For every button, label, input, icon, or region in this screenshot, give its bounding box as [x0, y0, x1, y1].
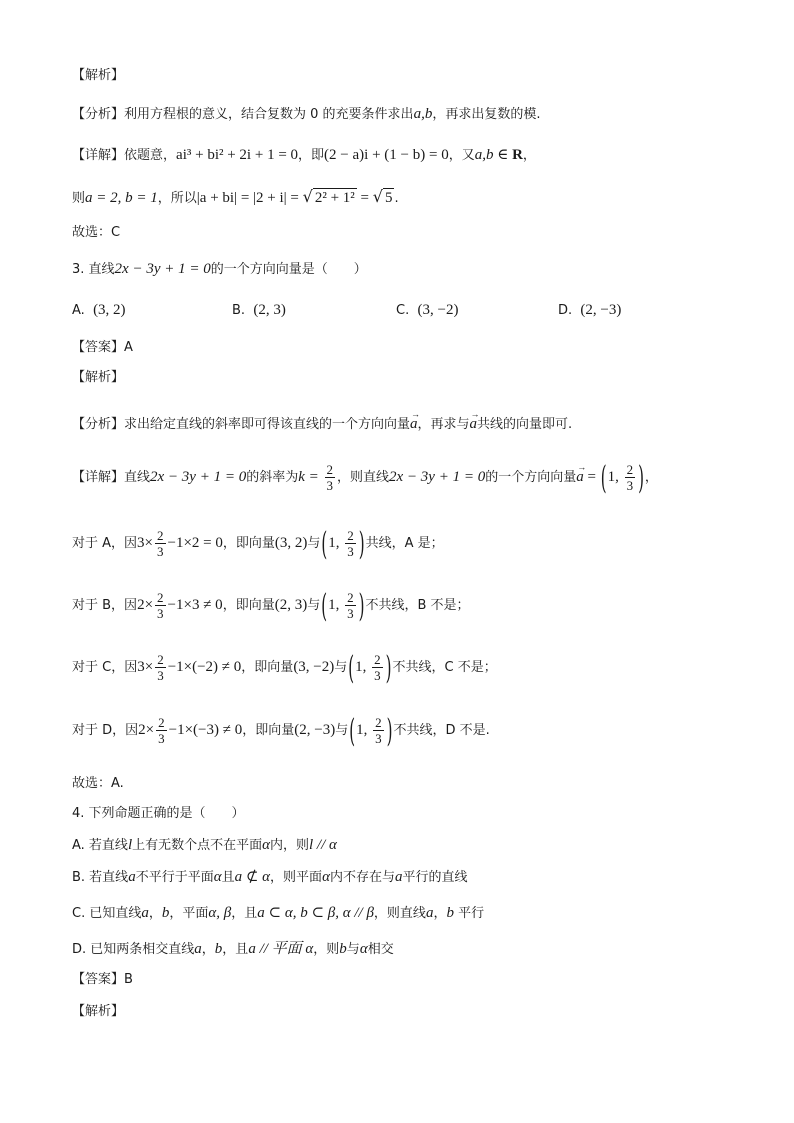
text: 与 — [307, 598, 321, 613]
option-label: D. — [558, 303, 573, 318]
text: ，则直线 — [373, 906, 426, 921]
numerator: 2 — [157, 528, 164, 543]
text: ，则直线 — [337, 470, 390, 485]
text: 不共线，D 不是. — [393, 723, 490, 738]
math: a — [394, 869, 403, 885]
fraction — [156, 715, 167, 746]
q3-stem — [72, 259, 367, 280]
denominator: 3 — [347, 544, 354, 559]
math: −1×(−3) ≠ 0 — [168, 722, 243, 738]
q4-option-a — [72, 835, 337, 856]
option-label: B. — [232, 303, 246, 318]
numerator: 2 — [626, 462, 634, 477]
fraction — [155, 528, 166, 559]
text: 与 — [334, 660, 348, 675]
text: 4. 下列命题正确的是（ ） — [72, 806, 245, 821]
q2-detail — [72, 145, 536, 166]
text: D. 已知两条相交直线 — [72, 942, 195, 957]
option-label: C. — [396, 303, 410, 318]
paren-right: ) — [638, 458, 644, 497]
text: 相交 — [367, 942, 394, 957]
fraction — [372, 652, 383, 683]
denominator: 3 — [374, 668, 381, 683]
math: a ⊄ α — [234, 869, 271, 885]
math: (2, −3) — [294, 722, 336, 738]
label: 故选： — [72, 776, 112, 791]
jiexi-heading-q2 — [72, 66, 124, 86]
answer: B — [124, 972, 133, 987]
option-value: (2, 3) — [253, 302, 286, 318]
check-a — [72, 524, 444, 563]
text: 对于 D，因 — [72, 723, 139, 738]
text: ，又 — [448, 148, 475, 163]
text: ， — [433, 906, 447, 921]
math: 2× — [137, 597, 154, 613]
numerator: 2 — [347, 528, 354, 543]
text: 对于 C，因 — [72, 660, 138, 675]
option-label: A. — [72, 303, 85, 318]
math: k = — [298, 469, 323, 485]
label: 故选： — [72, 225, 112, 240]
fraction — [625, 462, 636, 493]
vector-symbol: a — [410, 416, 418, 432]
text: 共线，A 是； — [365, 536, 444, 551]
text: ，平面 — [169, 906, 209, 921]
label: 【解析】 — [72, 1004, 125, 1019]
math: l // α — [309, 837, 337, 853]
answer: A — [124, 340, 133, 355]
math: b — [446, 905, 454, 921]
q2-result — [72, 187, 399, 209]
fraction — [345, 590, 356, 621]
text: C. 已知直线 — [72, 906, 142, 921]
paren-left: ( — [321, 524, 328, 563]
denominator: 3 — [157, 668, 164, 683]
label: 【答案】 — [72, 972, 125, 987]
math: α — [359, 941, 368, 957]
numerator: 2 — [326, 462, 334, 477]
arrow-icon: → — [577, 462, 587, 472]
vector-symbol: a — [576, 469, 584, 485]
text: 直线 — [124, 470, 151, 485]
math: α — [262, 837, 270, 853]
text: ，再求与 — [417, 417, 470, 432]
q4-answer — [72, 970, 133, 990]
text: 的一个方向向量是（ ） — [210, 262, 367, 277]
vector-a — [410, 409, 421, 434]
label: 【详解】 — [72, 470, 125, 485]
arrow-icon: → — [470, 409, 480, 419]
q3-choose — [72, 774, 124, 794]
math: a = 2, b = 1 — [85, 190, 158, 206]
math: 2x − 3y + 1 = 0 — [389, 469, 486, 485]
q4-option-c — [72, 903, 484, 924]
text: ，即向量 — [222, 536, 275, 551]
paren-left: ( — [321, 586, 328, 625]
math: b — [161, 905, 170, 921]
text: 上有无数个点不在平面 — [132, 838, 263, 853]
text: 与 — [346, 942, 360, 957]
denominator: 3 — [326, 478, 334, 493]
paren-left: ( — [348, 648, 355, 687]
math: (2 − a)i + (1 − b) = 0 — [324, 147, 449, 163]
text: ，再求出复数的模. — [432, 107, 541, 122]
answer: C — [111, 225, 121, 240]
math: (2, 3) — [274, 597, 308, 613]
math: = — [583, 469, 600, 485]
text: ，且 — [222, 942, 249, 957]
text: 不共线，B 不是； — [365, 598, 470, 613]
math: 3× — [137, 535, 153, 551]
math: 2× — [138, 722, 155, 738]
text: 平行 — [453, 906, 485, 921]
math: a — [141, 905, 149, 921]
math: a,b — [413, 106, 433, 122]
check-c — [72, 648, 497, 687]
check-d — [72, 711, 490, 750]
text: 不平行于平面 — [135, 870, 214, 885]
math: a ⊂ α, b ⊂ β, α // β — [257, 905, 374, 921]
math: 1, — [356, 722, 372, 738]
math: l — [127, 837, 133, 853]
text: 与 — [307, 536, 321, 551]
paren-left: ( — [600, 458, 607, 497]
math: 3× — [137, 659, 154, 675]
vector-a — [576, 462, 587, 487]
option-value: (2, −3) — [580, 302, 622, 318]
text: A. 若直线 — [72, 838, 128, 853]
label: 【详解】 — [72, 148, 125, 163]
text: ，即向量 — [242, 723, 295, 738]
math: −1×3 ≠ 0 — [167, 597, 223, 613]
label: 【答案】 — [72, 340, 125, 355]
paren-right: ) — [386, 711, 393, 750]
fraction — [155, 590, 166, 621]
numerator: 2 — [157, 652, 164, 667]
option-value: (3, −2) — [417, 302, 459, 318]
math: a // 平面 α — [248, 941, 314, 957]
paren-left: ( — [349, 711, 356, 750]
math: a — [425, 905, 434, 921]
option-c — [396, 300, 458, 321]
text: . — [394, 191, 399, 206]
math: R — [512, 147, 523, 163]
text: 与 — [335, 723, 349, 738]
text: ，则 — [313, 942, 340, 957]
text: 共线的向量即可. — [477, 417, 573, 432]
arrow-icon: → — [411, 409, 421, 419]
text: ，即向量 — [222, 598, 275, 613]
math: 2x − 3y + 1 = 0 — [114, 261, 211, 277]
q4-option-d — [72, 939, 394, 960]
math: 2x − 3y + 1 = 0 — [150, 469, 247, 485]
label: 【分析】 — [72, 107, 125, 122]
numerator: 2 — [347, 590, 354, 605]
q3-answer — [72, 338, 133, 358]
numerator: 2 — [374, 652, 381, 667]
text: ，且 — [231, 906, 258, 921]
math: |a + bi| = |2 + i| = — [196, 190, 303, 206]
option-a — [72, 300, 126, 321]
math: ai³ + bi² + 2i + 1 = 0 — [176, 147, 299, 163]
text: 且 — [221, 870, 235, 885]
q3-analysis — [72, 409, 573, 435]
text: 的斜率为 — [246, 470, 299, 485]
math: = — [356, 190, 373, 206]
denominator: 3 — [158, 731, 165, 746]
text: ，即 — [298, 148, 325, 163]
label: 【解析】 — [72, 68, 125, 83]
fraction — [155, 652, 166, 683]
label: 【解析】 — [72, 370, 125, 385]
text: 利用方程根的意义，结合复数为 0 的充要条件求出 — [124, 107, 414, 122]
math: 5 — [384, 190, 393, 206]
math: a,b — [474, 147, 494, 163]
text: 平行的直线 — [402, 870, 468, 885]
jiexi-heading-q4 — [72, 1002, 124, 1022]
text: 依题意， — [124, 148, 177, 163]
text: 3. 直线 — [72, 262, 115, 277]
option-b — [232, 300, 286, 321]
q4-stem — [72, 804, 245, 824]
text: 内不存在与 — [329, 870, 395, 885]
jiexi-heading-q3 — [72, 368, 124, 388]
math: α — [213, 869, 222, 885]
text: ，即向量 — [241, 660, 294, 675]
vector-a — [469, 409, 480, 434]
math: α, β — [208, 905, 232, 921]
math: (3, −2) — [293, 659, 335, 675]
denominator: 3 — [347, 606, 354, 621]
q2-analysis — [72, 104, 540, 125]
fraction — [345, 528, 356, 559]
text: ， — [522, 148, 536, 163]
sqrt-sign: √ — [372, 187, 383, 206]
math: −1×2 = 0 — [167, 535, 223, 551]
text: B. 若直线 — [72, 870, 129, 885]
sqrt-sign: √ — [302, 187, 313, 206]
math: 1, — [328, 597, 344, 613]
option-value: (3, 2) — [93, 302, 126, 318]
q3-detail — [72, 458, 658, 497]
vector-symbol: a — [469, 416, 478, 432]
answer: A. — [111, 776, 124, 791]
math: ∈ — [493, 147, 513, 163]
fraction — [373, 715, 384, 746]
text: 求出给定直线的斜率即可得该直线的一个方向向量 — [124, 417, 411, 432]
text: ， — [148, 906, 162, 921]
math: (3, 2) — [274, 535, 308, 551]
fraction — [325, 462, 336, 493]
text: ，所以 — [157, 191, 197, 206]
text: 对于 B，因 — [72, 598, 138, 613]
denominator: 3 — [375, 731, 382, 746]
text: 内，则 — [270, 838, 310, 853]
numerator: 2 — [375, 715, 382, 730]
denominator: 3 — [157, 606, 164, 621]
text: ， — [644, 470, 658, 485]
math: b — [214, 941, 223, 957]
text: 则 — [72, 191, 86, 206]
paren-right: ) — [358, 586, 365, 625]
q2-choose — [72, 223, 120, 243]
text: ， — [201, 942, 215, 957]
numerator: 2 — [158, 715, 165, 730]
option-d — [558, 300, 621, 321]
denominator: 3 — [626, 478, 634, 493]
math: −1×(−2) ≠ 0 — [167, 659, 242, 675]
math: 2² + 1² — [314, 190, 355, 206]
check-b — [72, 586, 470, 625]
q4-option-b — [72, 867, 467, 888]
math: a — [128, 869, 136, 885]
math: 1, — [328, 535, 344, 551]
math: α — [322, 869, 330, 885]
math: 1, — [355, 659, 371, 675]
label: 【分析】 — [72, 417, 125, 432]
paren-right: ) — [385, 648, 392, 687]
text: ，则平面 — [270, 870, 323, 885]
math: 1, — [607, 469, 623, 485]
paren-right: ) — [358, 524, 365, 563]
text: 对于 A，因 — [72, 536, 138, 551]
math: b — [339, 941, 347, 957]
text: 的一个方向向量 — [485, 470, 577, 485]
math: a — [194, 941, 202, 957]
numerator: 2 — [157, 590, 164, 605]
denominator: 3 — [157, 544, 164, 559]
text: 不共线，C 不是； — [392, 660, 497, 675]
